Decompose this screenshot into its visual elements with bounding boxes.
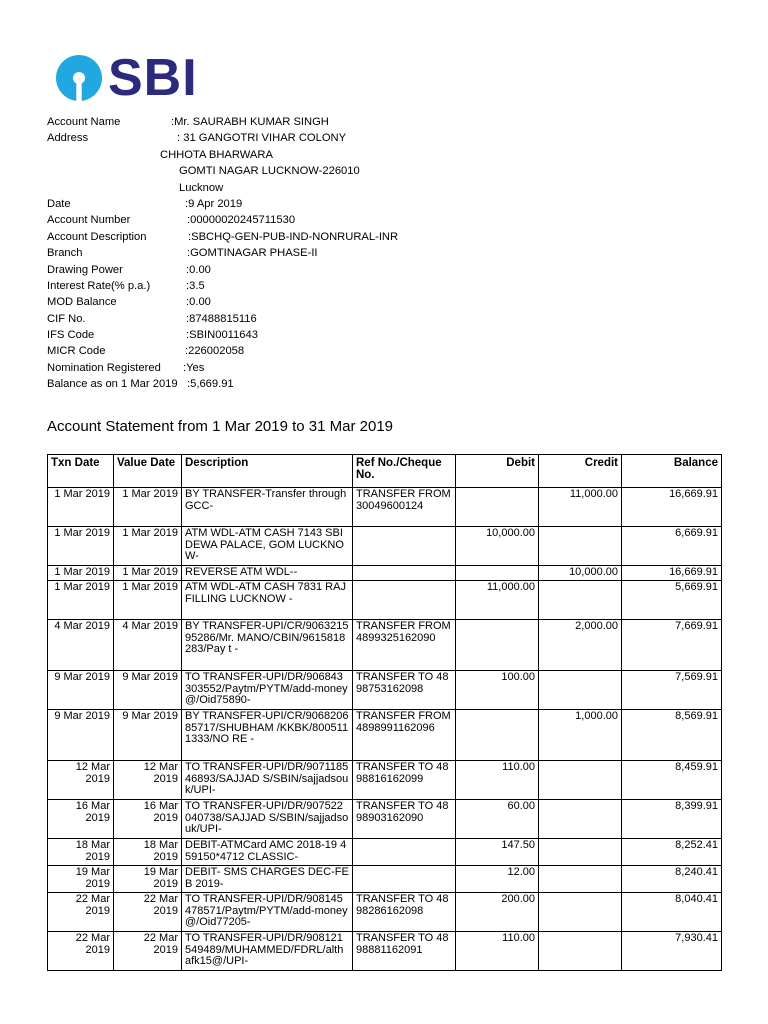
sbi-logo (55, 49, 198, 107)
header-debit: Debit (456, 455, 539, 488)
info-label: MICR Code (47, 345, 106, 358)
info-value: :SBCHQ-GEN-PUB-IND-NONRURAL-INR (188, 230, 399, 243)
cell-value-date (114, 671, 182, 710)
info-value: :3.5 (186, 279, 205, 292)
cell-description (182, 527, 353, 566)
info-label: MOD Balance (47, 296, 117, 309)
cell-credit-text: 1,000.00 (575, 711, 618, 722)
cell-txn-date (48, 620, 114, 671)
info-value: :Yes (183, 361, 205, 374)
cell-value-date (114, 527, 182, 566)
cell-txn-date-text: 1 Mar 2019 (54, 528, 110, 539)
cell-value-date (114, 866, 182, 893)
cell-txn-date (48, 566, 114, 581)
header-description: Description (182, 455, 353, 488)
cell-description (182, 932, 353, 971)
cell-value-date-text: 1 Mar 2019 (122, 489, 178, 500)
cell-txn-date-text: 22 Mar 2019 (75, 894, 110, 917)
cell-debit (456, 566, 539, 581)
table-row (48, 839, 722, 866)
info-value: :87488815116 (186, 312, 257, 325)
info-value: :226002058 (185, 345, 245, 358)
cell-description-text: BY TRANSFER-UPI/CR/906820685717/SHUBHAM /KKBK/8005111333/NO RE - (185, 711, 349, 746)
cell-description-text: TO TRANSFER-UPI/DR/906843303552/Paytm/PYTM/add-money@/Oid75890- (185, 672, 348, 707)
cell-ref (353, 671, 456, 710)
header-ref: Ref No./Cheque No. (353, 455, 456, 488)
table-row (48, 581, 722, 620)
info-label: CIF No. (47, 312, 86, 325)
cell-value-date (114, 893, 182, 932)
cell-debit (456, 932, 539, 971)
cell-description (182, 800, 353, 839)
cell-ref (353, 893, 456, 932)
cell-debit (456, 488, 539, 527)
info-value: :9 Apr 2019 (185, 197, 243, 210)
cell-credit (539, 671, 622, 710)
cell-balance-text: 7,930.41 (675, 933, 718, 944)
cell-description-text: REVERSE ATM WDL-- (185, 567, 298, 578)
cell-balance (622, 488, 722, 527)
cell-balance-text: 8,569.91 (675, 711, 718, 722)
info-value: GOMTI NAGAR LUCKNOW-226010 (179, 165, 360, 178)
cell-description (182, 566, 353, 581)
cell-description (182, 893, 353, 932)
cell-value-date-text: 18 Mar 2019 (143, 840, 178, 863)
cell-credit (539, 893, 622, 932)
table-row (48, 671, 722, 710)
cell-value-date-text: 1 Mar 2019 (122, 528, 178, 539)
info-value: :SBIN0011643 (186, 329, 258, 342)
cell-debit (456, 761, 539, 800)
header-balance: Balance (622, 455, 722, 488)
cell-ref-text: TRANSFER TO 4898286162098 (356, 894, 449, 917)
cell-value-date (114, 761, 182, 800)
cell-balance-text: 7,569.91 (675, 672, 718, 683)
cell-value-date (114, 839, 182, 866)
cell-description-text: TO TRANSFER-UPI/DR/908145478571/Paytm/PYTM/add-money@/Oid77205- (185, 894, 348, 929)
info-label: Account Number (47, 214, 131, 227)
cell-debit-text: 200.00 (501, 894, 535, 905)
table-row (48, 566, 722, 581)
cell-value-date-text: 4 Mar 2019 (122, 621, 178, 632)
cell-debit (456, 671, 539, 710)
cell-credit (539, 800, 622, 839)
cell-txn-date (48, 761, 114, 800)
cell-balance (622, 566, 722, 581)
info-label: Nomination Registered (47, 361, 161, 374)
cell-debit-text: 60.00 (507, 801, 535, 812)
cell-balance-text: 7,669.91 (675, 621, 718, 632)
cell-debit (456, 893, 539, 932)
cell-debit (456, 620, 539, 671)
cell-balance-text: 5,669.91 (675, 582, 718, 593)
cell-value-date (114, 566, 182, 581)
table-row (48, 488, 722, 527)
cell-balance (622, 893, 722, 932)
cell-ref-text: TRANSFER TO 4898753162098 (356, 672, 449, 695)
info-label: Date (47, 197, 71, 210)
info-label: IFS Code (47, 329, 95, 342)
cell-credit-text: 10,000.00 (569, 567, 618, 578)
table-row (48, 932, 722, 971)
cell-ref (353, 866, 456, 893)
cell-description-text: BY TRANSFER-Transfer through GCC- (185, 489, 347, 512)
cell-txn-date (48, 893, 114, 932)
sbi-keyhole-icon (55, 54, 103, 102)
cell-value-date (114, 710, 182, 761)
cell-debit (456, 581, 539, 620)
cell-credit (539, 932, 622, 971)
cell-description (182, 488, 353, 527)
cell-description (182, 761, 353, 800)
cell-txn-date-text: 9 Mar 2019 (54, 711, 110, 722)
cell-txn-date (48, 932, 114, 971)
cell-txn-date-text: 4 Mar 2019 (54, 621, 110, 632)
cell-ref-text: TRANSFER FROM 4898991162096 (356, 711, 451, 734)
cell-credit (539, 866, 622, 893)
cell-debit-text: 110.00 (502, 933, 535, 944)
cell-description-text: ATM WDL-ATM CASH 7831 RAJ FILLING LUCKNOW - (185, 582, 346, 605)
info-value: :GOMTINAGAR PHASE-II (187, 247, 318, 260)
cell-description (182, 581, 353, 620)
cell-balance (622, 932, 722, 971)
cell-balance-text: 16,669.91 (669, 489, 718, 500)
cell-credit (539, 527, 622, 566)
transactions-table (47, 454, 722, 971)
logo-text: SBI (108, 49, 198, 107)
cell-credit (539, 488, 622, 527)
table-header-row (48, 455, 722, 488)
table-body (48, 488, 722, 971)
cell-balance (622, 839, 722, 866)
cell-value-date (114, 620, 182, 671)
table-row (48, 893, 722, 932)
info-label: Drawing Power (47, 263, 123, 276)
cell-balance-text: 8,459.91 (675, 762, 718, 773)
info-value: :00000020245711530 (187, 214, 296, 227)
cell-balance-text: 16,669.91 (669, 567, 718, 578)
cell-txn-date-text: 12 Mar 2019 (75, 762, 110, 785)
cell-ref (353, 620, 456, 671)
cell-ref-text: TRANSFER TO 4898903162090 (356, 801, 449, 824)
cell-balance-text: 8,040.41 (675, 894, 718, 905)
cell-ref (353, 932, 456, 971)
cell-value-date-text: 1 Mar 2019 (122, 567, 178, 578)
cell-txn-date-text: 1 Mar 2019 (54, 567, 110, 578)
cell-description-text: TO TRANSFER-UPI/DR/907522040738/SAJJAD S/SBIN/sajjadsouk/UPI- (185, 801, 349, 836)
cell-credit (539, 710, 622, 761)
cell-balance (622, 866, 722, 893)
info-value: : 31 GANGOTRI VIHAR COLONY (177, 132, 347, 145)
table-row (48, 800, 722, 839)
header-credit: Credit (539, 455, 622, 488)
cell-debit-text: 11,000.00 (486, 582, 535, 593)
cell-txn-date-text: 9 Mar 2019 (54, 672, 110, 683)
info-label: Account Name (47, 116, 121, 128)
cell-balance (622, 581, 722, 620)
cell-description (182, 839, 353, 866)
cell-value-date (114, 488, 182, 527)
cell-ref (353, 839, 456, 866)
cell-description (182, 671, 353, 710)
cell-value-date-text: 9 Mar 2019 (122, 711, 178, 722)
info-label: Balance as on 1 Mar 2019 (47, 378, 178, 391)
cell-description-text: TO TRANSFER-UPI/DR/907118546893/SAJJAD S/SBIN/sajjadsouk/UPI- (185, 762, 349, 797)
cell-credit (539, 761, 622, 800)
cell-description (182, 620, 353, 671)
cell-ref (353, 581, 456, 620)
cell-txn-date-text: 19 Mar 2019 (75, 867, 110, 890)
info-value: :0.00 (186, 263, 211, 276)
table-row (48, 866, 722, 893)
cell-debit-text: 110.00 (502, 762, 535, 773)
cell-balance (622, 800, 722, 839)
info-value: :5,669.91 (187, 378, 234, 391)
cell-ref (353, 800, 456, 839)
cell-debit (456, 839, 539, 866)
table-row (48, 620, 722, 671)
cell-ref-text: TRANSFER TO 4898816162099 (356, 762, 449, 785)
cell-txn-date (48, 800, 114, 839)
cell-txn-date (48, 488, 114, 527)
cell-balance (622, 710, 722, 761)
info-value: Lucknow (179, 181, 224, 194)
cell-ref (353, 527, 456, 566)
cell-ref (353, 761, 456, 800)
cell-ref-text: TRANSFER FROM 30049600124 (356, 489, 451, 512)
cell-balance (622, 620, 722, 671)
cell-debit-text: 10,000.00 (486, 528, 535, 539)
cell-value-date (114, 932, 182, 971)
info-label: Address (47, 132, 89, 145)
cell-value-date (114, 581, 182, 620)
cell-debit (456, 710, 539, 761)
info-label: Branch (47, 247, 83, 260)
cell-txn-date (48, 671, 114, 710)
cell-value-date-text: 22 Mar 2019 (143, 933, 178, 956)
cell-value-date-text: 19 Mar 2019 (143, 867, 178, 890)
cell-ref (353, 710, 456, 761)
header-value-date: Value Date (114, 455, 182, 488)
cell-description-text: DEBIT- SMS CHARGES DEC-FEB 2019- (185, 867, 349, 890)
cell-description-text: DEBIT-ATMCard AMC 2018-19 459150*4712 CLASSIC- (185, 840, 347, 863)
info-value: CHHOTA BHARWARA (160, 148, 273, 161)
cell-credit (539, 839, 622, 866)
cell-balance-text: 6,669.91 (675, 528, 718, 539)
cell-debit (456, 866, 539, 893)
info-value: :Mr. SAURABH KUMAR SINGH (171, 116, 329, 128)
cell-description (182, 710, 353, 761)
cell-balance-text: 8,240.41 (675, 867, 718, 878)
cell-debit-text: 12.00 (507, 867, 535, 878)
cell-credit-text: 11,000.00 (569, 489, 618, 500)
cell-balance (622, 761, 722, 800)
table-row (48, 710, 722, 761)
cell-balance-text: 8,399.91 (675, 801, 718, 812)
cell-txn-date (48, 581, 114, 620)
cell-debit (456, 800, 539, 839)
info-label: Account Description (47, 230, 147, 243)
cell-credit-text: 2,000.00 (575, 621, 618, 632)
cell-credit (539, 620, 622, 671)
info-label: Interest Rate(% p.a.) (47, 279, 151, 292)
cell-txn-date-text: 18 Mar 2019 (75, 840, 110, 863)
cell-description-text: BY TRANSFER-UPI/CR/906321595286/Mr. MANO/CBIN/9615818283/Pay t - (185, 621, 349, 656)
cell-debit-text: 100.00 (501, 672, 535, 683)
cell-value-date (114, 800, 182, 839)
cell-ref (353, 566, 456, 581)
cell-debit (456, 527, 539, 566)
table-row (48, 527, 722, 566)
header-txn-date: Txn Date (48, 455, 114, 488)
cell-value-date-text: 12 Mar 2019 (143, 762, 178, 785)
cell-txn-date-text: 1 Mar 2019 (54, 582, 110, 593)
table-row (48, 761, 722, 800)
cell-value-date-text: 9 Mar 2019 (122, 672, 178, 683)
cell-ref-text: TRANSFER FROM 4899325162090 (356, 621, 451, 644)
cell-balance (622, 671, 722, 710)
cell-credit (539, 566, 622, 581)
cell-value-date-text: 16 Mar 2019 (143, 801, 178, 824)
cell-ref (353, 488, 456, 527)
cell-txn-date-text: 1 Mar 2019 (54, 489, 110, 500)
cell-txn-date-text: 16 Mar 2019 (75, 801, 110, 824)
cell-description-text: TO TRANSFER-UPI/DR/908121549489/MUHAMMED/FDRL/althafk15@/UPI- (185, 933, 344, 968)
cell-txn-date (48, 839, 114, 866)
cell-balance-text: 8,252.41 (675, 840, 718, 851)
cell-ref-text: TRANSFER TO 4898881162091 (356, 933, 449, 956)
cell-description-text: ATM WDL-ATM CASH 7143 SBI DEWA PALACE, GOM LUCKNOW- (185, 528, 344, 563)
cell-value-date-text: 22 Mar 2019 (143, 894, 178, 917)
cell-txn-date (48, 866, 114, 893)
cell-txn-date-text: 22 Mar 2019 (75, 933, 110, 956)
cell-txn-date (48, 710, 114, 761)
info-value: :0.00 (186, 296, 211, 309)
cell-credit (539, 581, 622, 620)
cell-txn-date (48, 527, 114, 566)
statement-title: Account Statement from 1 Mar 2019 to 31 Mar 2019 (47, 418, 394, 435)
cell-value-date-text: 1 Mar 2019 (122, 582, 178, 593)
cell-balance (622, 527, 722, 566)
cell-description (182, 866, 353, 893)
cell-debit-text: 147.50 (501, 840, 535, 851)
